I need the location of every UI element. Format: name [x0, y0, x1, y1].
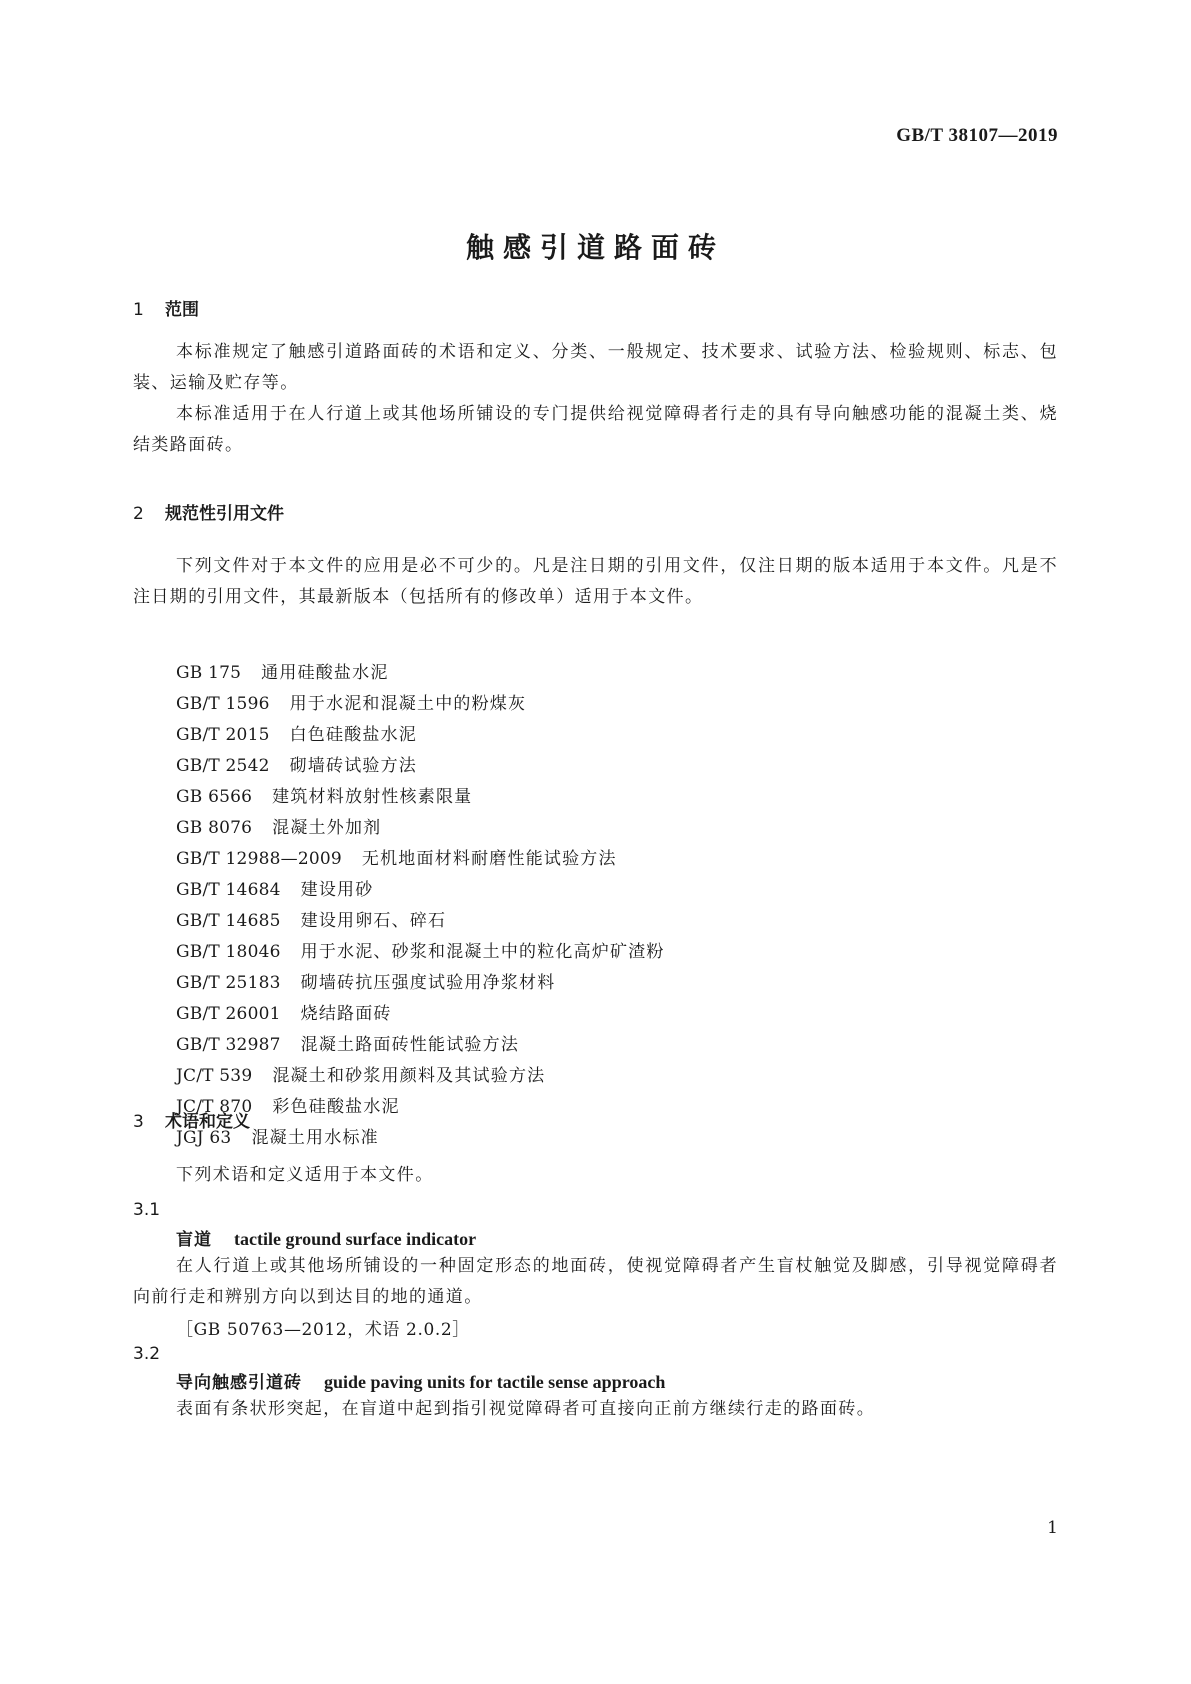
- reference-item: [176, 1061, 665, 1092]
- section-title: 规范性引用文件: [165, 504, 284, 524]
- term-definition: 在人行道上或其他场所铺设的一种固定形态的地面砖，使视觉障碍者产生盲杖触觉及脚感，引导视觉障碍者向前行走和辨别方向以到达目的地的通道。: [133, 1256, 1058, 1307]
- reference-code: JC/T 539: [176, 1066, 253, 1086]
- reference-item: [176, 720, 665, 751]
- reference-code: GB 6566: [176, 787, 253, 807]
- reference-item: [176, 782, 665, 813]
- reference-name: 建设用卵石、碎石: [300, 911, 447, 931]
- reference-code: GB/T 2015: [176, 725, 270, 745]
- section-number: 1: [133, 300, 144, 320]
- term-english: guide paving units for tactile sense approach: [324, 1372, 666, 1392]
- reference-name: 用于水泥、砂浆和混凝土中的粒化高炉矿渣粉: [300, 942, 665, 962]
- reference-code: GB/T 14684: [176, 880, 281, 900]
- term-source: ［GB 50763—2012，术语 2.0.2］: [176, 1320, 470, 1340]
- section-title: 范围: [165, 300, 199, 320]
- section-2-heading: [133, 502, 284, 526]
- reference-item: [176, 906, 665, 937]
- section-number: 3: [133, 1112, 144, 1132]
- section-1-heading: [133, 298, 199, 322]
- reference-code: GB/T 25183: [176, 973, 281, 993]
- reference-name: 混凝土和砂浆用颜料及其试验方法: [272, 1066, 546, 1086]
- term-chinese: 盲道: [176, 1230, 212, 1250]
- reference-name: 混凝土路面砖性能试验方法: [300, 1035, 520, 1055]
- term-heading: [176, 1227, 476, 1252]
- reference-name: 建筑材料放射性核素限量: [272, 787, 473, 807]
- reference-code: GB/T 12988—2009: [176, 849, 342, 869]
- term-chinese: 导向触感引道砖: [176, 1373, 302, 1393]
- reference-name: 砌墙砖抗压强度试验用净浆材料: [300, 973, 556, 993]
- reference-name: 用于水泥和混凝土中的粉煤灰: [289, 694, 527, 714]
- term-number: 3.1: [133, 1200, 161, 1220]
- reference-item: [176, 937, 665, 968]
- reference-code: GB/T 18046: [176, 942, 281, 962]
- term-heading: [176, 1370, 665, 1395]
- page-number: 1: [1047, 1518, 1058, 1538]
- section-title: 术语和定义: [165, 1112, 250, 1132]
- reference-code: GB/T 14685: [176, 911, 281, 931]
- reference-name: 建设用砂: [300, 880, 374, 900]
- reference-name: 混凝土外加剂: [272, 818, 382, 838]
- term-number: 3.2: [133, 1344, 161, 1364]
- reference-item: [176, 968, 665, 999]
- reference-name: 通用硅酸盐水泥: [261, 663, 389, 683]
- reference-item: [176, 875, 665, 906]
- reference-name: 无机地面材料耐磨性能试验方法: [361, 849, 617, 869]
- reference-code: GB 175: [176, 663, 242, 683]
- reference-name: 烧结路面砖: [300, 1004, 392, 1024]
- reference-code: GB 8076: [176, 818, 253, 838]
- scope-paragraph-2: 本标准适用于在人行道上或其他场所铺设的专门提供给视觉障碍者行走的具有导向触感功能的混凝土类、烧结类路面砖。: [133, 404, 1058, 455]
- reference-name: 白色硅酸盐水泥: [289, 725, 418, 745]
- standard-code: GB/T 38107—2019: [896, 125, 1058, 146]
- reference-code: GB/T 2542: [176, 756, 270, 776]
- normative-references-intro: 下列文件对于本文件的应用是必不可少的。凡是注日期的引用文件，仅注日期的版本适用于本文件。凡是不注日期的引用文件，其最新版本（包括所有的修改单）适用于本文件。: [133, 556, 1058, 607]
- reference-item: [176, 658, 665, 689]
- reference-name: 砌墙砖试验方法: [289, 756, 418, 776]
- reference-item: [176, 689, 665, 720]
- term-definition: 表面有条状形突起，在盲道中起到指引视觉障碍者可直接向正前方继续行走的路面砖。: [176, 1399, 876, 1419]
- reference-code: JGJ 63: [176, 1128, 232, 1148]
- reference-item: [176, 999, 665, 1030]
- reference-code: GB/T 32987: [176, 1035, 281, 1055]
- reference-item: [176, 751, 665, 782]
- term-english: tactile ground surface indicator: [234, 1229, 477, 1249]
- section-number: 2: [133, 504, 144, 524]
- section-3-heading: [133, 1110, 250, 1134]
- reference-item: [176, 1030, 665, 1061]
- reference-list: [176, 658, 665, 1154]
- scope-paragraph-1: 本标准规定了触感引道路面砖的术语和定义、分类、一般规定、技术要求、试验方法、检验规则、标志、包装、运输及贮存等。: [133, 342, 1058, 393]
- reference-code: GB/T 1596: [176, 694, 270, 714]
- reference-code: GB/T 26001: [176, 1004, 281, 1024]
- reference-name: 彩色硅酸盐水泥: [272, 1097, 400, 1117]
- terms-intro: 下列术语和定义适用于本文件。: [176, 1165, 434, 1185]
- reference-item: [176, 844, 665, 875]
- reference-item: [176, 813, 665, 844]
- document-title: 触感引道路面砖: [465, 231, 725, 264]
- reference-code: JC/T 870: [176, 1097, 253, 1117]
- reference-name: 混凝土用水标准: [251, 1128, 379, 1148]
